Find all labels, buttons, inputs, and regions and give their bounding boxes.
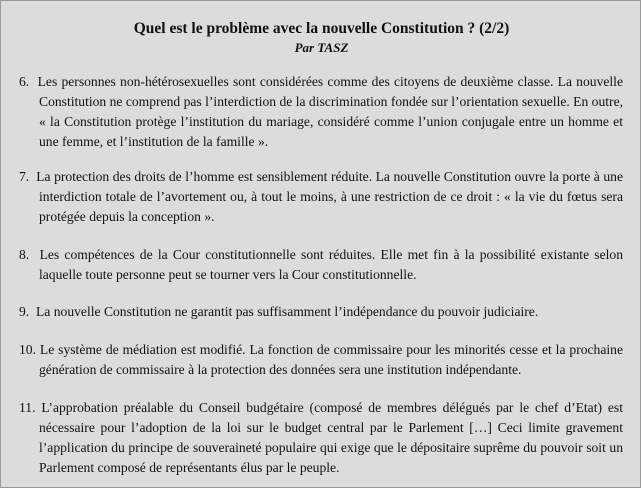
item-number: 8. [19, 247, 30, 262]
item-number: 10. [19, 342, 36, 357]
item-text: Le système de médiation est modifié. La fonction de commissaire pour les minorités cesse et la prochaine génération de commissaire à la protection des données sera une institution indépendante. [39, 342, 623, 377]
page-subtitle: Par TASZ [294, 40, 349, 55]
item-text: L’approbation préalable du Conseil budgétaire (composé de membres délégués par le chef d’Etat) est nécessaire pour l’adoption de la loi sur le budget central par le Parlement […] Ceci limite gravement l’application du principe de souveraineté populaire qui exige que le dépositaire suprême du pouvoir soit un Parlement composé de représentants élus par le peuple. [39, 400, 623, 475]
item-text: La protection des droits de l’homme est sensiblement réduite. La nouvelle Constitution ouvre la porte à une interdiction totale de l’avortement ou, à tout le moins, à une restriction de ce droit : « la vie du fœtus sera protégée depuis la conception ». [36, 169, 623, 224]
list-item [19, 167, 623, 227]
item-number: 9. [19, 304, 30, 319]
page-title: Quel est le problème avec la nouvelle Constitution ? (2/2) [133, 20, 510, 37]
item-text: Les personnes non-hétérosexuelles sont considérées comme des citoyens de deuxième classe. La nouvelle Constitution ne comprend pas l’interdiction de la discrimination fondée sur l’orientation sexuelle. En outre, « la Constitution protège l’institution du mariage, considéré comme l’union conjugale entre un homme et une femme, et l’institution de la famille ». [37, 74, 624, 149]
list-item [19, 398, 623, 478]
item-number: 7. [19, 169, 30, 184]
item-text: La nouvelle Constitution ne garantit pas suffisamment l’indépendance du pouvoir judiciaire. [36, 304, 539, 319]
list-item [19, 245, 623, 285]
list-item [19, 340, 623, 380]
list-item [19, 302, 623, 322]
item-text: Les compétences de la Cour constitutionnelle sont réduites. Elle met fin à la possibilité existante selon laquelle toute personne peut se tourner vers la Cour constitutionnelle. [39, 247, 623, 282]
list-item [19, 72, 623, 152]
item-number: 6. [19, 74, 30, 89]
item-number: 11. [19, 400, 36, 415]
